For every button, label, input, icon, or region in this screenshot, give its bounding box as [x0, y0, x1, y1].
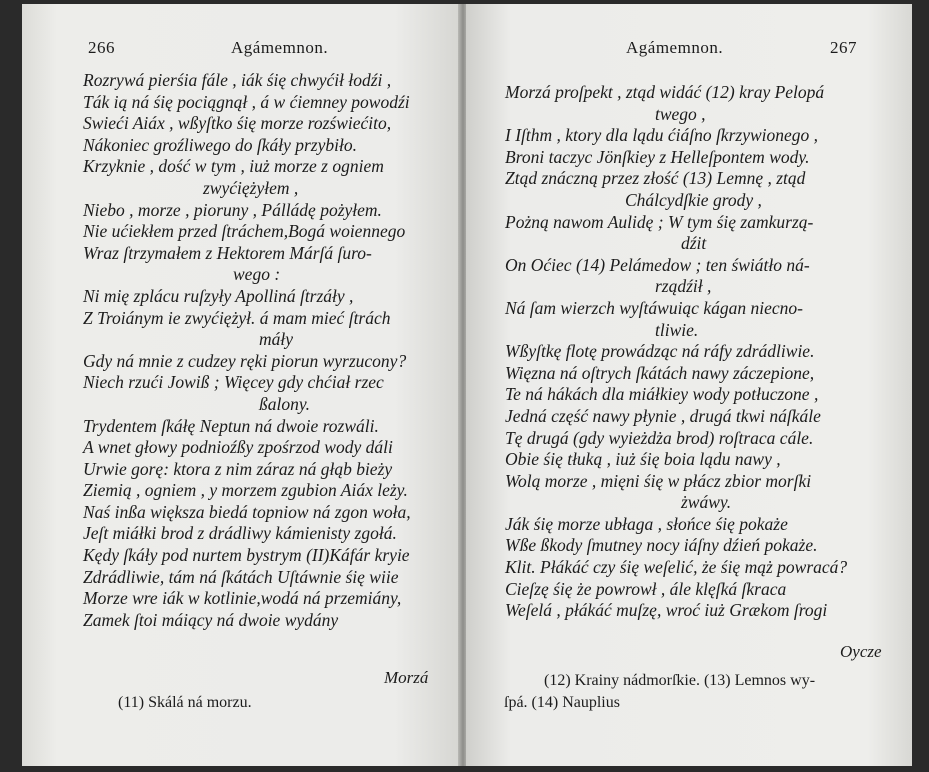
verse-line: On Oćiec (14) Pelámedow ; ten świátło ná-: [505, 254, 810, 275]
book-spread: [22, 4, 912, 766]
verse-line: Urwie gorę: ktora z nim záraz ná głąb bieży: [83, 458, 393, 479]
verse-line: Jedná część nawy płynie , drugá tkwi náſkále: [505, 405, 821, 426]
verse-line: żwáwy.: [681, 492, 732, 513]
verse-line: zwyćiężyłem ,: [203, 177, 299, 198]
verse-line: Wraz ſtrzymałem z Hektorem Márſá ſuro-: [83, 242, 372, 263]
verse-line: Krzyknie , dość w tym , iuż morze z ogniem: [83, 156, 384, 177]
verse-line: Pożną nawom Aulidę ; W tym śię zamkurzą-: [505, 211, 814, 232]
verse-line: Nákoniec groźliwego do ſkáły przybiło.: [83, 134, 357, 155]
verse-block-left: [83, 70, 411, 631]
verse-line: Zamek ſtoi máiący ná dwoie wydány: [83, 609, 339, 630]
verse-line: Morzá proſpekt , ztąd widáć (12) kray Pelopá: [505, 82, 825, 102]
verse-line: Rozrywá pierśia fále , iák śię chwyćił łodźi ,: [83, 70, 392, 90]
verse-line: Niebo , morze , pioruny , Pálládę pożyłem.: [83, 199, 382, 220]
verse-line: Ják śię morze ubłaga , słońce śię pokaże: [505, 513, 788, 534]
running-head-left: Agámemnon.: [231, 38, 329, 57]
verse-line: Morze wre iák w kotlinie,wodá ná przemiány,: [83, 588, 402, 609]
verse-line: Wßyſtkę flotę prowádząc ná ráfy zdrádliwie.: [505, 341, 815, 362]
verse-line: Więzna ná oſtrych ſkátách nawy záczepione,: [505, 362, 815, 383]
verse-line: Ná ſam wierzch wyſtáwuiąc kágan niecno-: [505, 297, 803, 318]
verse-line: ßalony.: [259, 393, 311, 414]
footnote-right-line2: ſpá. (14) Nauplius: [504, 694, 620, 711]
footnote-right-line1: (12) Krainy nádmorſkie. (13) Lemnos wy-: [544, 672, 816, 689]
verse-line: Ziemią , ogniem , y morzem zgubion Aiáx leży.: [83, 480, 408, 501]
verse-block-right: [505, 82, 847, 622]
verse-line: Naś inßa większa biedá topniow ná zgon woła,: [83, 501, 411, 522]
verse-line: Niech rzući Jowiß ; Więcey gdy chćiał rzec: [83, 372, 384, 393]
footnote-left: (11) Skálá ná morzu.: [118, 694, 252, 711]
verse-line: Gdy ná mnie z cudzey ręki piorun wyrzucony?: [83, 350, 407, 371]
verse-line: Zdrádliwie, tám ná ſkátách Uſtáwnie śię wiie: [83, 566, 399, 587]
verse-line: twego ,: [655, 103, 706, 124]
verse-line: Chálcydſkie grody ,: [625, 189, 762, 210]
left-page: [22, 4, 460, 766]
verse-line: A wnet głowy podnioźßy zpośrzod wody dáli: [83, 437, 393, 458]
verse-line: Nie ućiekłem przed ſtráchem,Bogá woiennego: [83, 221, 406, 242]
verse-line: Z Troiánym ie zwyćiężył. á mam mieć ſtrách: [83, 307, 391, 328]
verse-line: wego :: [233, 264, 281, 285]
verse-line: tliwie.: [655, 319, 699, 340]
verse-line: Obie śię tłuką , iuż śię boia lądu nawy ,: [505, 449, 781, 470]
verse-line: Kędy ſkáły pod nurtem bystrym (II)Káfár kryie: [83, 545, 410, 566]
verse-line: Broni taczyc Jönſkiey z Helleſpontem wody.: [505, 146, 810, 167]
verse-line: Weſelá , płákáć muſzę, wroć iuż Grækom ſrogi: [505, 600, 828, 621]
verse-line: rządźił ,: [655, 276, 712, 297]
verse-line: Wolą morze , mięni śię w płácz zbior morſki: [505, 470, 812, 491]
verse-line: I Iſthm , ktory dla lądu ćiáſno ſkrzywionego ,: [505, 125, 819, 146]
page-number-right: 267: [830, 38, 857, 57]
verse-line: Te ná hákách dla miáłkiey wody potłuczone ,: [505, 384, 819, 405]
verse-line: Ták ią ná śię pociągnął , á w ćiemney powodźi: [83, 91, 410, 112]
verse-line: máły: [259, 329, 294, 350]
page-number-left: 266: [88, 38, 115, 57]
running-head-right: Agámemnon.: [626, 38, 724, 57]
catchword-left: Morzá: [384, 668, 429, 687]
catchword-right: Oycze: [840, 642, 882, 661]
verse-line: Trydentem ſkáłę Neptun ná dwoie rozwáli.: [83, 415, 379, 436]
verse-line: dźit: [681, 233, 707, 254]
verse-line: Swieći Aiáx , wßyſtko śię morze rozświećito,: [83, 113, 392, 134]
verse-line: Wße ßkody ſmutney nocy iáſny dźień pokaże.: [505, 535, 818, 556]
verse-line: Tę drugá (gdy wyieżdża brod) roſtraca cále.: [505, 427, 814, 448]
verse-line: Cieſzę śię że powrowł , ále klęſká ſkraca: [505, 578, 787, 599]
verse-line: Ztąd znáczną przez złość (13) Lemnę , ztąd: [505, 168, 806, 189]
verse-line: Ni mię zplácu ruſzyły Apolliná ſtrzáły ,: [83, 285, 354, 306]
verse-line: Jeſt miáłki brod z drádliwy kámienisty zgołá.: [83, 523, 397, 544]
verse-line: Klit. Płákáć czy śię weſelić, że śię mąż powracá?: [505, 557, 848, 578]
right-page: [466, 4, 912, 766]
